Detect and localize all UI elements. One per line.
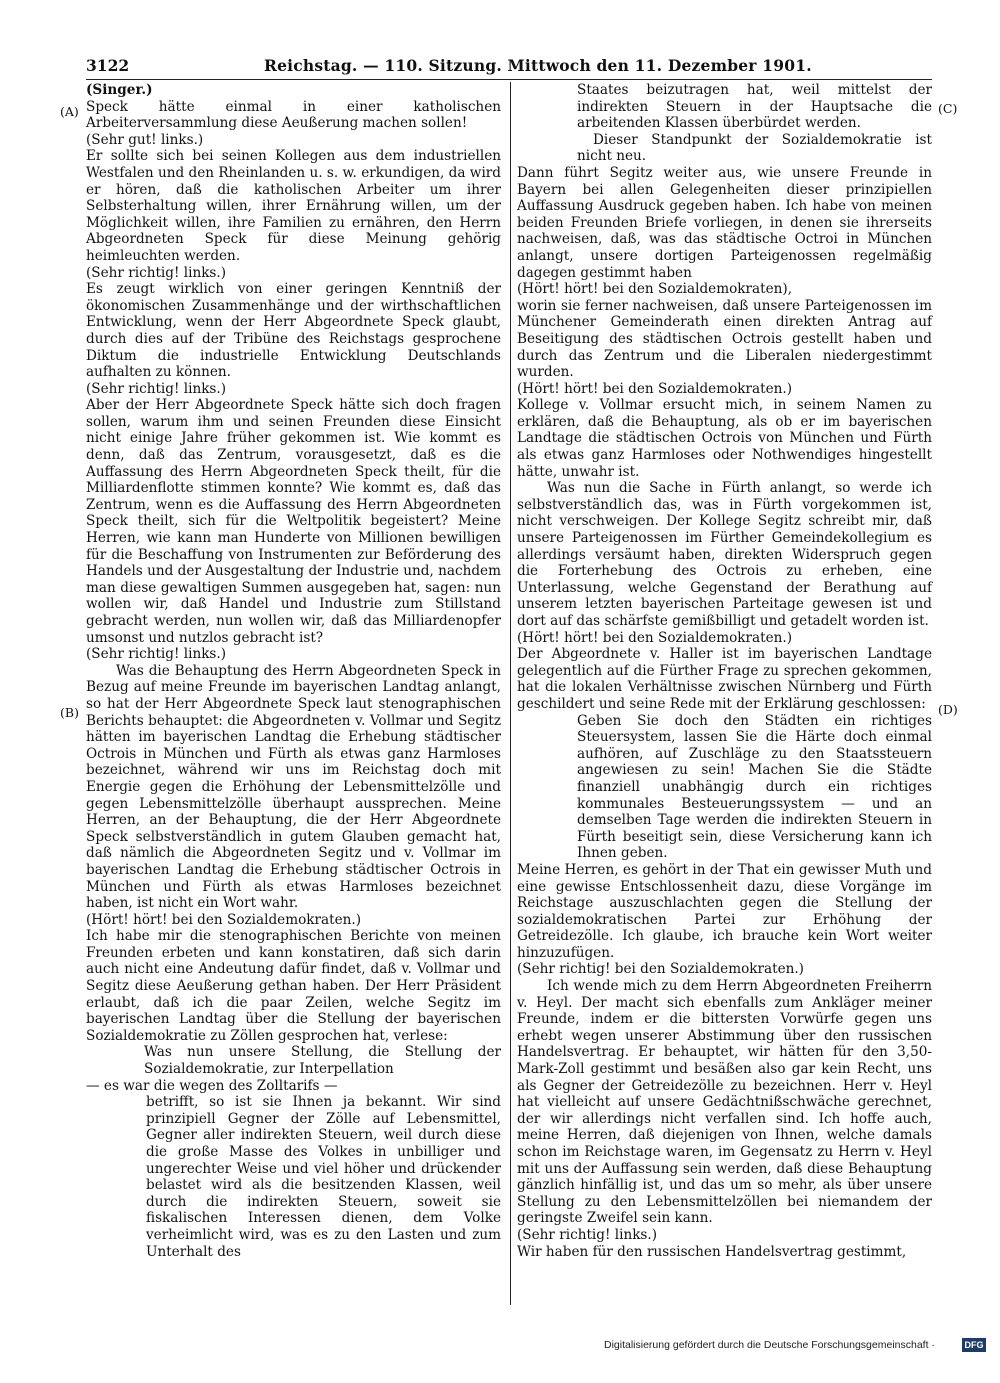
paragraph: worin sie ferner nachweisen, daß unsere Parteigenossen im Münchener Gemeinderath einen direkten Antrag auf Beseitigung des städtischen Octrois gestellt haben und durch das Zentrum und die Liberalen niedergestimmt wurden. [517,297,932,381]
interjection: (Sehr richtig! links.) [86,264,227,281]
quotation-aside: — es war die wegen des Zolltarifs — [86,1077,338,1094]
page-number: 3122 [86,56,130,75]
interjection: (Sehr richtig! links.) [86,380,227,397]
speaker-name: (Singer.) [86,82,153,98]
left-column [86,82,501,1260]
paragraph: Kollege v. Vollmar ersucht mich, in seinem Namen zu erklären, daß die Behauptung, als ob er im bayerischen Landtage die städtischen Octrois von München und Fürth als etwas ganz Harmloses oder Nothwendiges hingestellt hätte, unwahr ist. [517,397,932,480]
paragraph: Wir haben für den russischen Handelsvertrag gestimmt, [517,1243,907,1260]
column-divider [510,82,511,1305]
interjection: (Hört! hört! bei den Sozialdemokraten), [517,281,793,298]
right-column [517,82,932,1260]
header-title: Reichstag. — 110. Sitzung. Mittwoch den 11. Dezember 1901. [264,56,812,75]
interjection: (Sehr richtig! links.) [517,1226,658,1243]
quotation: Staates beizutragen hat, weil mittelst der indirekten Steuern in der Hauptsache die arbeitenden Klassen überbürdet werden. [577,82,932,132]
paragraph: Es zeugt wirklich von einer geringen Kenntniß der ökonomischen Zusammenhänge und der wirthschaftlichen Entwicklung, wenn der Herr Abgeordnete Speck glaubt, durch dies auf der Tribüne des Reichstags gesprochene Diktum die industrielle Entwicklung Deutschlands aufhalten zu können. [86,281,501,381]
paragraph: Ich habe mir die stenographischen Berichte von meinen Freunden erbeten und kann konstatiren, daß sich darin auch nicht eine Andeutung dafür findet, daß v. Vollmar und Segitz diese Aeußerung gethan haben. Der Herr Präsident erlaubt, daß ich die paar Zeilen, welche Segitz im bayerischen Landtag über die Stellung der bayerischen Sozialdemokratie zu Zöllen gesprochen hat, verlese: [86,928,501,1044]
interjection: (Hört! hört! bei den Sozialdemokraten.) [517,629,793,646]
paragraph: Er sollte sich bei seinen Kollegen aus dem industriellen Westfalen und den Rheinlanden u. s. w. erkundigen, da wird er hören, daß die katholischen Arbeiter um ihrer Selbsterhaltung willen, ihrer Ernährung willen, um der Möglichkeit willen, ihre Familien zu ernähren, den Herrn Abgeordneten Speck für diese Meinung gehörig heimleuchten werden. [86,148,501,264]
interjection: (Hört! hört! bei den Sozialdemokraten.) [517,380,793,397]
paragraph: Aber der Herr Abgeordnete Speck hätte sich doch fragen sollen, warum ihm und seinen Freunden diese Einsicht nicht einige Jahre früher gekommen ist. Wie kommt es denn, daß das Zentrum, vorausgesetzt, daß es die Auffassung des Herrn Abgeordneten Speck theilt, für die Milliardenflotte stimmen konnte? Wie kommt es, daß das Zentrum, wenn es die Auffassung des Herrn Abgeordneten Speck theilt, sich für die Weltpolitik begeistert? Meine Herren, wie kann man Hunderte von Millionen bewilligen für die Beschaffung von Instrumenten zur Beförderung des Handels und der Ausgestaltung der Industrie und, nachdem man diese gewaltigen Summen ausgegeben hat, sagen: nun wollen wir, daß Handel und Industrie zum Stillstand gebracht werden, nun wollen wir, daß das Milliardenopfer umsonst und nutzlos gebracht ist? [86,397,501,646]
interjection: (Sehr richtig! bei den Sozialdemokraten.) [517,961,804,978]
margin-mark-b: (B) [60,705,79,720]
paragraph: Ich wende mich zu dem Herrn Abgeordneten Freiherrn v. Heyl. Der macht sich ebenfalls zum Ankläger meiner Freunde, indem er die bittersten Vorwürfe gegen uns erhebt wegen unserer Abstimmung über den russischen Handelsvertrag. Er behauptet, wir hätten für den 3,50-Mark-Zoll gestimmt und besäßen also gar kein Recht, uns als Gegner der Getreidezölle zu bezeichnen. Herr v. Heyl hat vielleicht auf unsere Gedächtnißschwäche gerechnet, der wir allerdings nicht verfallen sind. Ich hoffe auch, meine Herren, daß diejenigen von Ihnen, welche damals schon im Reichstage waren, im Gegensatz zu Herrn v. Heyl mit uns der Auffassung sein werden, daß diese Behauptung gänzlich hinfällig ist, und das um so mehr, als über unsere Stellung zu den Lebensmittelzöllen bei niemandem der geringste Zweifel sein kann. [517,978,932,1227]
margin-mark-c: (C) [938,101,958,116]
margin-mark-d: (D) [938,702,958,717]
paragraph: Dann führt Segitz weiter aus, wie unsere Freunde in Bayern bei allen Gelegenheiten dieser prinzipiellen Auffassung Ausdruck gegeben haben. Ich habe von meinen beiden Freunden Briefe vorliegen, in denen sie ihrerseits nachweisen, daß, was das städtische Octroi in München anlangt, unsere dortigen Parteigenossen regelmäßig dagegen gestimmt haben [517,164,932,281]
interjection: (Sehr richtig! links.) [86,646,227,663]
interjection: (Sehr gut! links.) [86,131,204,148]
paragraph: Meine Herren, es gehört in der That ein gewisser Muth und eine gewisse Entschlossenheit dazu, diese Vorgänge im Reichstage auszuschlachten gegen die Stellung der sozialdemokratischen Partei zur Erhöhung der Getreidezölle. Ich glaube, ich brauche kein Wort weiter hinzuzufügen. [517,861,932,961]
margin-mark-a: (A) [60,104,79,119]
quotation: Was nun unsere Stellung, die Stellung der Sozialdemokratie, zur Interpellation [144,1044,501,1078]
interjection: (Hört! hört! bei den Sozialdemokraten.) [86,911,362,928]
page-header [86,56,932,78]
quotation: betrifft, so ist sie Ihnen ja bekannt. Wir sind prinzipiell Gegner der Zölle auf Lebensmittel, Gegner aller indirekten Steuern, weil durch diese die große Masse des Volkes in unbilliger und ungerechter Weise und viel höher und drückender belastet wird als die besitzenden Klassen, weil durch die indirekten Steuern, soweit sie fiskalischen Interessen dienen, dem Volke verheimlicht wird, was es zu den Lasten und zum Unterhalt des [146,1094,501,1260]
paragraph: Der Abgeordnete v. Haller ist im bayerischen Landtage gelegentlich auf die Fürther Frage zu sprechen gekommen, hat die lokalen Verhältnisse zwischen Nürnberg und Fürth geschildert und seine Rede mit der Erklärung geschlossen: [517,646,932,712]
paragraph: Speck hätte einmal in einer katholischen Arbeiterversammlung diese Aeußerung machen sollen! [86,98,501,132]
digitization-credit: Digitalisierung gefördert durch die Deutsche Forschungsgemeinschaft · [604,1339,935,1351]
quotation: Geben Sie doch den Städten ein richtiges Steuersystem, lassen Sie die Härte doch einmal aufhören, auf Zuschläge zu den Staatssteuern angewiesen zu sein! Machen Sie die Städte finanziell unabhängig durch ein richtiges kommunales Besteuerungssystem — und an demselben Tage werden die indirekten Steuern in Fürth beseitigt sein, diese Versicherung kann ich Ihnen geben. [577,712,932,862]
paragraph: Was nun die Sache in Fürth anlangt, so werde ich selbstverständlich das, was in Fürth vorgekommen ist, nicht verschweigen. Der Kollege Segitz schreibt mir, daß unsere Parteigenossen im Fürther Gemeindekollegium es allerdings versäumt haben, direkten Widerspruch gegen die Forterhebung des Octrois zu erheben, eine Unterlassung, welche Gegenstand der Berathung auf unserem letzten bayerischen Parteitage gewesen ist und dort auf das schärfste gemißbilligt und getadelt worden ist. [517,480,932,629]
header-rule [86,79,932,80]
paragraph: Was die Behauptung des Herrn Abgeordneten Speck in Bezug auf meine Freunde im bayerischen Landtag anlangt, so hat der Herr Abgeordnete Speck laut stenographischen Berichts behauptet: die Abgeordneten v. Vollmar und Segitz hätten im bayerischen Landtag die Erhebung städtischer Octrois in München und Fürth als etwas ganz Harmloses bezeichnet, während wir uns im Reichstag doch mit Energie gegen die Erhöhung der Lebensmittelzölle und gegen Lebensmittelzölle überhaupt aussprechen. Meine Herren, an der Behauptung, die der Herr Abgeordnete Speck selbstverständlich in gutem Glauben gemacht hat, daß nämlich die Abgeordneten Segitz und v. Vollmar im bayerischen Landtag die Erhebung städtischer Octrois in München und Fürth als etwas Harmloses bezeichnet haben, ist nicht ein Wort wahr. [86,662,501,912]
quotation: Dieser Standpunkt der Sozialdemokratie ist nicht neu. [577,131,932,165]
dfg-logo: DFG [962,1338,986,1352]
